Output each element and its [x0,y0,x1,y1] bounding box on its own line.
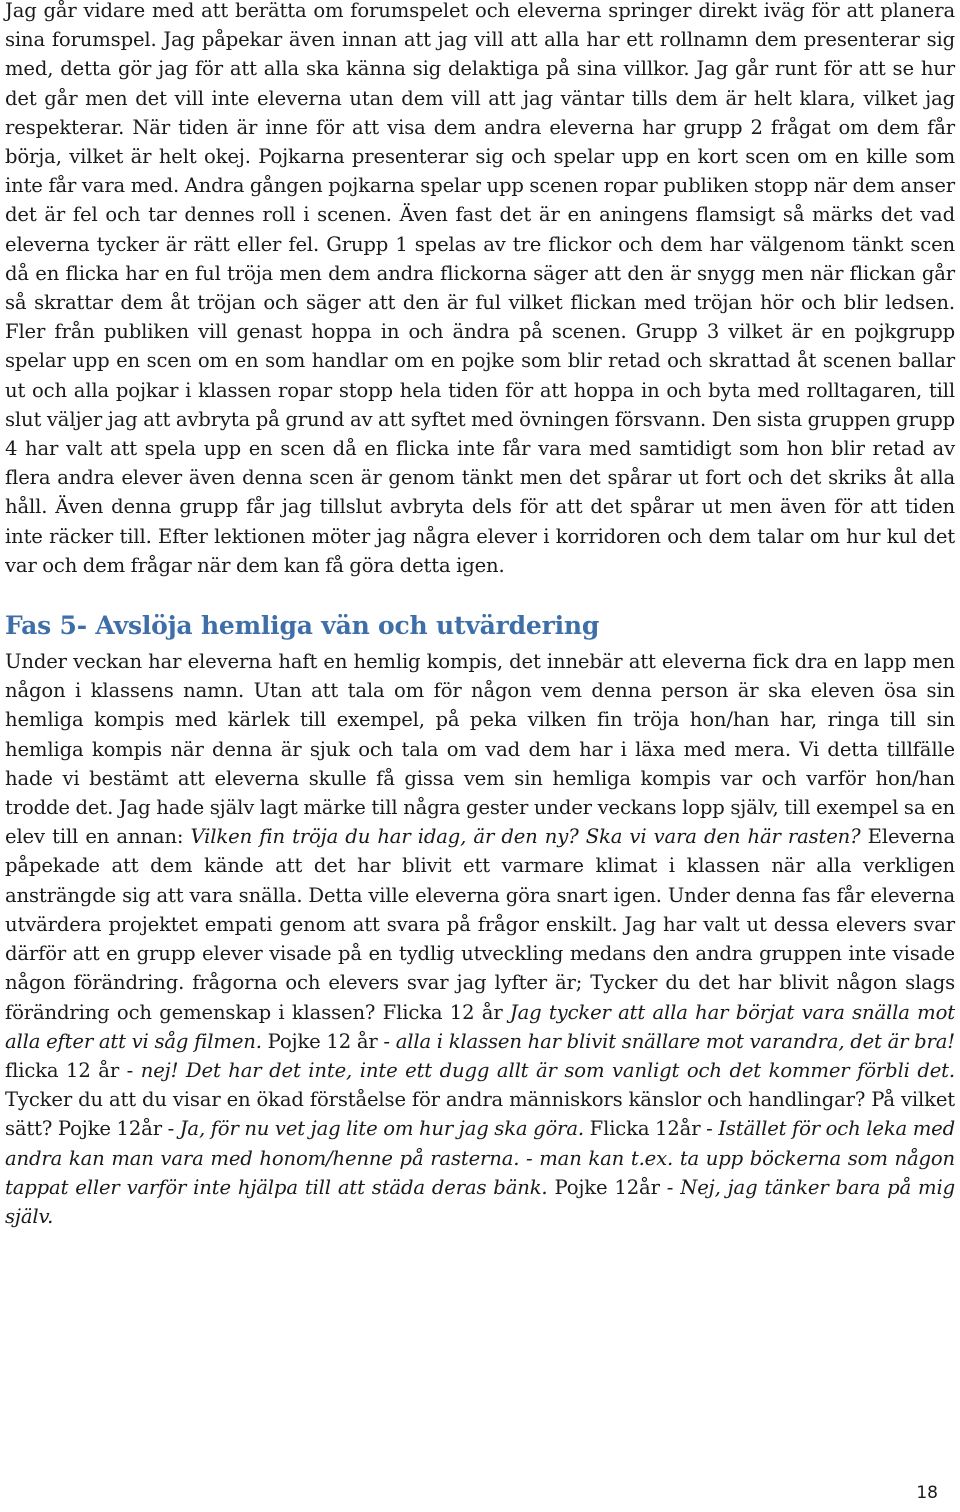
page-number: 18 [916,1483,938,1503]
quote-italic: nej! Det har det inte, inte ett dugg allt är som vanligt och det kommer förbli det. [140,1058,955,1082]
body-paragraph-forumspel: Jag går vidare med att berätta om forumspelet och eleverna springer direkt iväg för att planera sina forumspel. Jag påpekar även innan att jag vill att alla har ett rollnamn dem presenterar sig med, detta gör jag för att alla ska känna sig delaktiga på sina villkor. Jag går runt för att se hur det går men det vill inte eleverna utan dem vill att jag väntar tills dem är helt klara, vilket jag respekterar. När tiden är inne för att visa dem andra eleverna har grupp 2 frågat om dem får börja, vilket är helt okej. Pojkarna presenterar sig och spelar upp en kort scen om en kille som inte får vara med. Andra gången pojkarna spelar upp scenen ropar publiken stopp när dem anser det är fel och tar dennes roll i scenen. Även fast det är en aningens flamsigt så märks det vad eleverna tycker är rätt eller fel. Grupp 1 spelas av tre flickor och dem har välgenom tänkt scen då en flicka har en ful tröja men dem andra flickorna säger att den är snygg men när flickan går så skrattar dem åt tröjan och säger att den är ful vilket flickan med tröjan hör och blir ledsen. Fler från publiken vill genast hoppa in och ändra på scenen. Grupp 3 vilket är en pojkgrupp spelar upp en scen om en som handlar om en pojke som blir retad och skrattad åt scenen ballar ut och alla pojkar i klassen ropar stopp hela tiden för att hoppa in och byta med rolltagaren, till slut väljer jag att avbryta på grund av att syftet med övningen försvann. Den sista gruppen grupp 4 har valt att spela upp en scen då en flicka inte får vara med samtidigt som hon blir retad av flera andra elever även denna scen är genom tänkt men det spårar ut fort och det skriks åt alla håll. Även denna grupp får jag tillslut avbryta dels för att det spårar ut men även för att tiden inte räcker till. Efter lektionen möter jag några elever i korridoren och dem talar om hur kul det var och dem frågar när dem kan få göra detta igen. [5,0,955,577]
section-heading: Fas 5- Avslöja hemliga vän och utvärdering [5,611,600,641]
body-paragraph-evaluation [5,647,955,1231]
document-page [5,0,955,1231]
quote-italic: Istället för och leka med andra kan man vara med honom/henne på rasterna. - man kan t.ex. ta upp böckerna som någon tappat eller varför inte hjälpa till att städa deras bänk. [5,1117,955,1199]
paragraph-text: flicka 12 år - [5,1058,141,1082]
quote-italic: Vilken fin tröja du har idag, är den ny? Ska vi vara den här rasten? [190,825,861,849]
paragraph-text: Pojke 12år - [547,1175,681,1199]
quote-italic: Nej, jag tänker bara på mig själv. [5,1175,955,1228]
paragraph-text: Under veckan har eleverna haft en hemlig kompis, det innebär att eleverna fick dra en lapp men någon i klassens namn. Utan att tala om för någon vem denna person är ska eleven ösa sin hemliga kompis med kärlek till exempel, på peka vilken fin tröja hon/han har, ringa till sin hemliga kompis när denna är sjuk och tala om vad dem har i läxa med mera. Vi detta tillfälle hade vi bestämt att eleverna skulle få gissa vem sin hemliga kompis var och varför hon/han trodde det. Jag hade själv lagt märke till några gester under veckans lopp själv, till exempel sa en elev till en annan: [5,650,955,849]
quote-italic: alla i klassen har blivit snällare mot varandra, det är bra! [395,1029,955,1053]
paragraph-text: Eleverna påpekade att dem kände att det har blivit ett varmare klimat i klassen när alla verkligen ansträngde sig att vara snälla. Detta ville eleverna göra snart igen. Under denna fas får eleverna utvärdera projektet empati genom att svara på frågor enskilt. Jag har valt ut dessa elevers svar därför att en grupp elever visade på en tydlig utveckling medans den andra gruppen inte visade någon förändring. frågorna och elevers svar jag lyfter är; Tycker du det har blivit någon slags förändring och gemenskap i klassen? Flicka 12 år [5,825,955,1024]
paragraph-text: Flicka 12år - [583,1117,719,1141]
paragraph-text: Pojke 12 år - [261,1029,396,1053]
quote-italic: Jag tycker att alla har börjat vara snälla mot alla efter att vi såg filmen. [5,1000,955,1053]
paragraph-text: Tycker du att du visar en ökad förståelse för andra människors känslor och handlingar? På vilket sätt? Pojke 12år - [5,1088,955,1141]
quote-italic: Ja, för nu vet jag lite om hur jag ska göra. [179,1117,584,1141]
